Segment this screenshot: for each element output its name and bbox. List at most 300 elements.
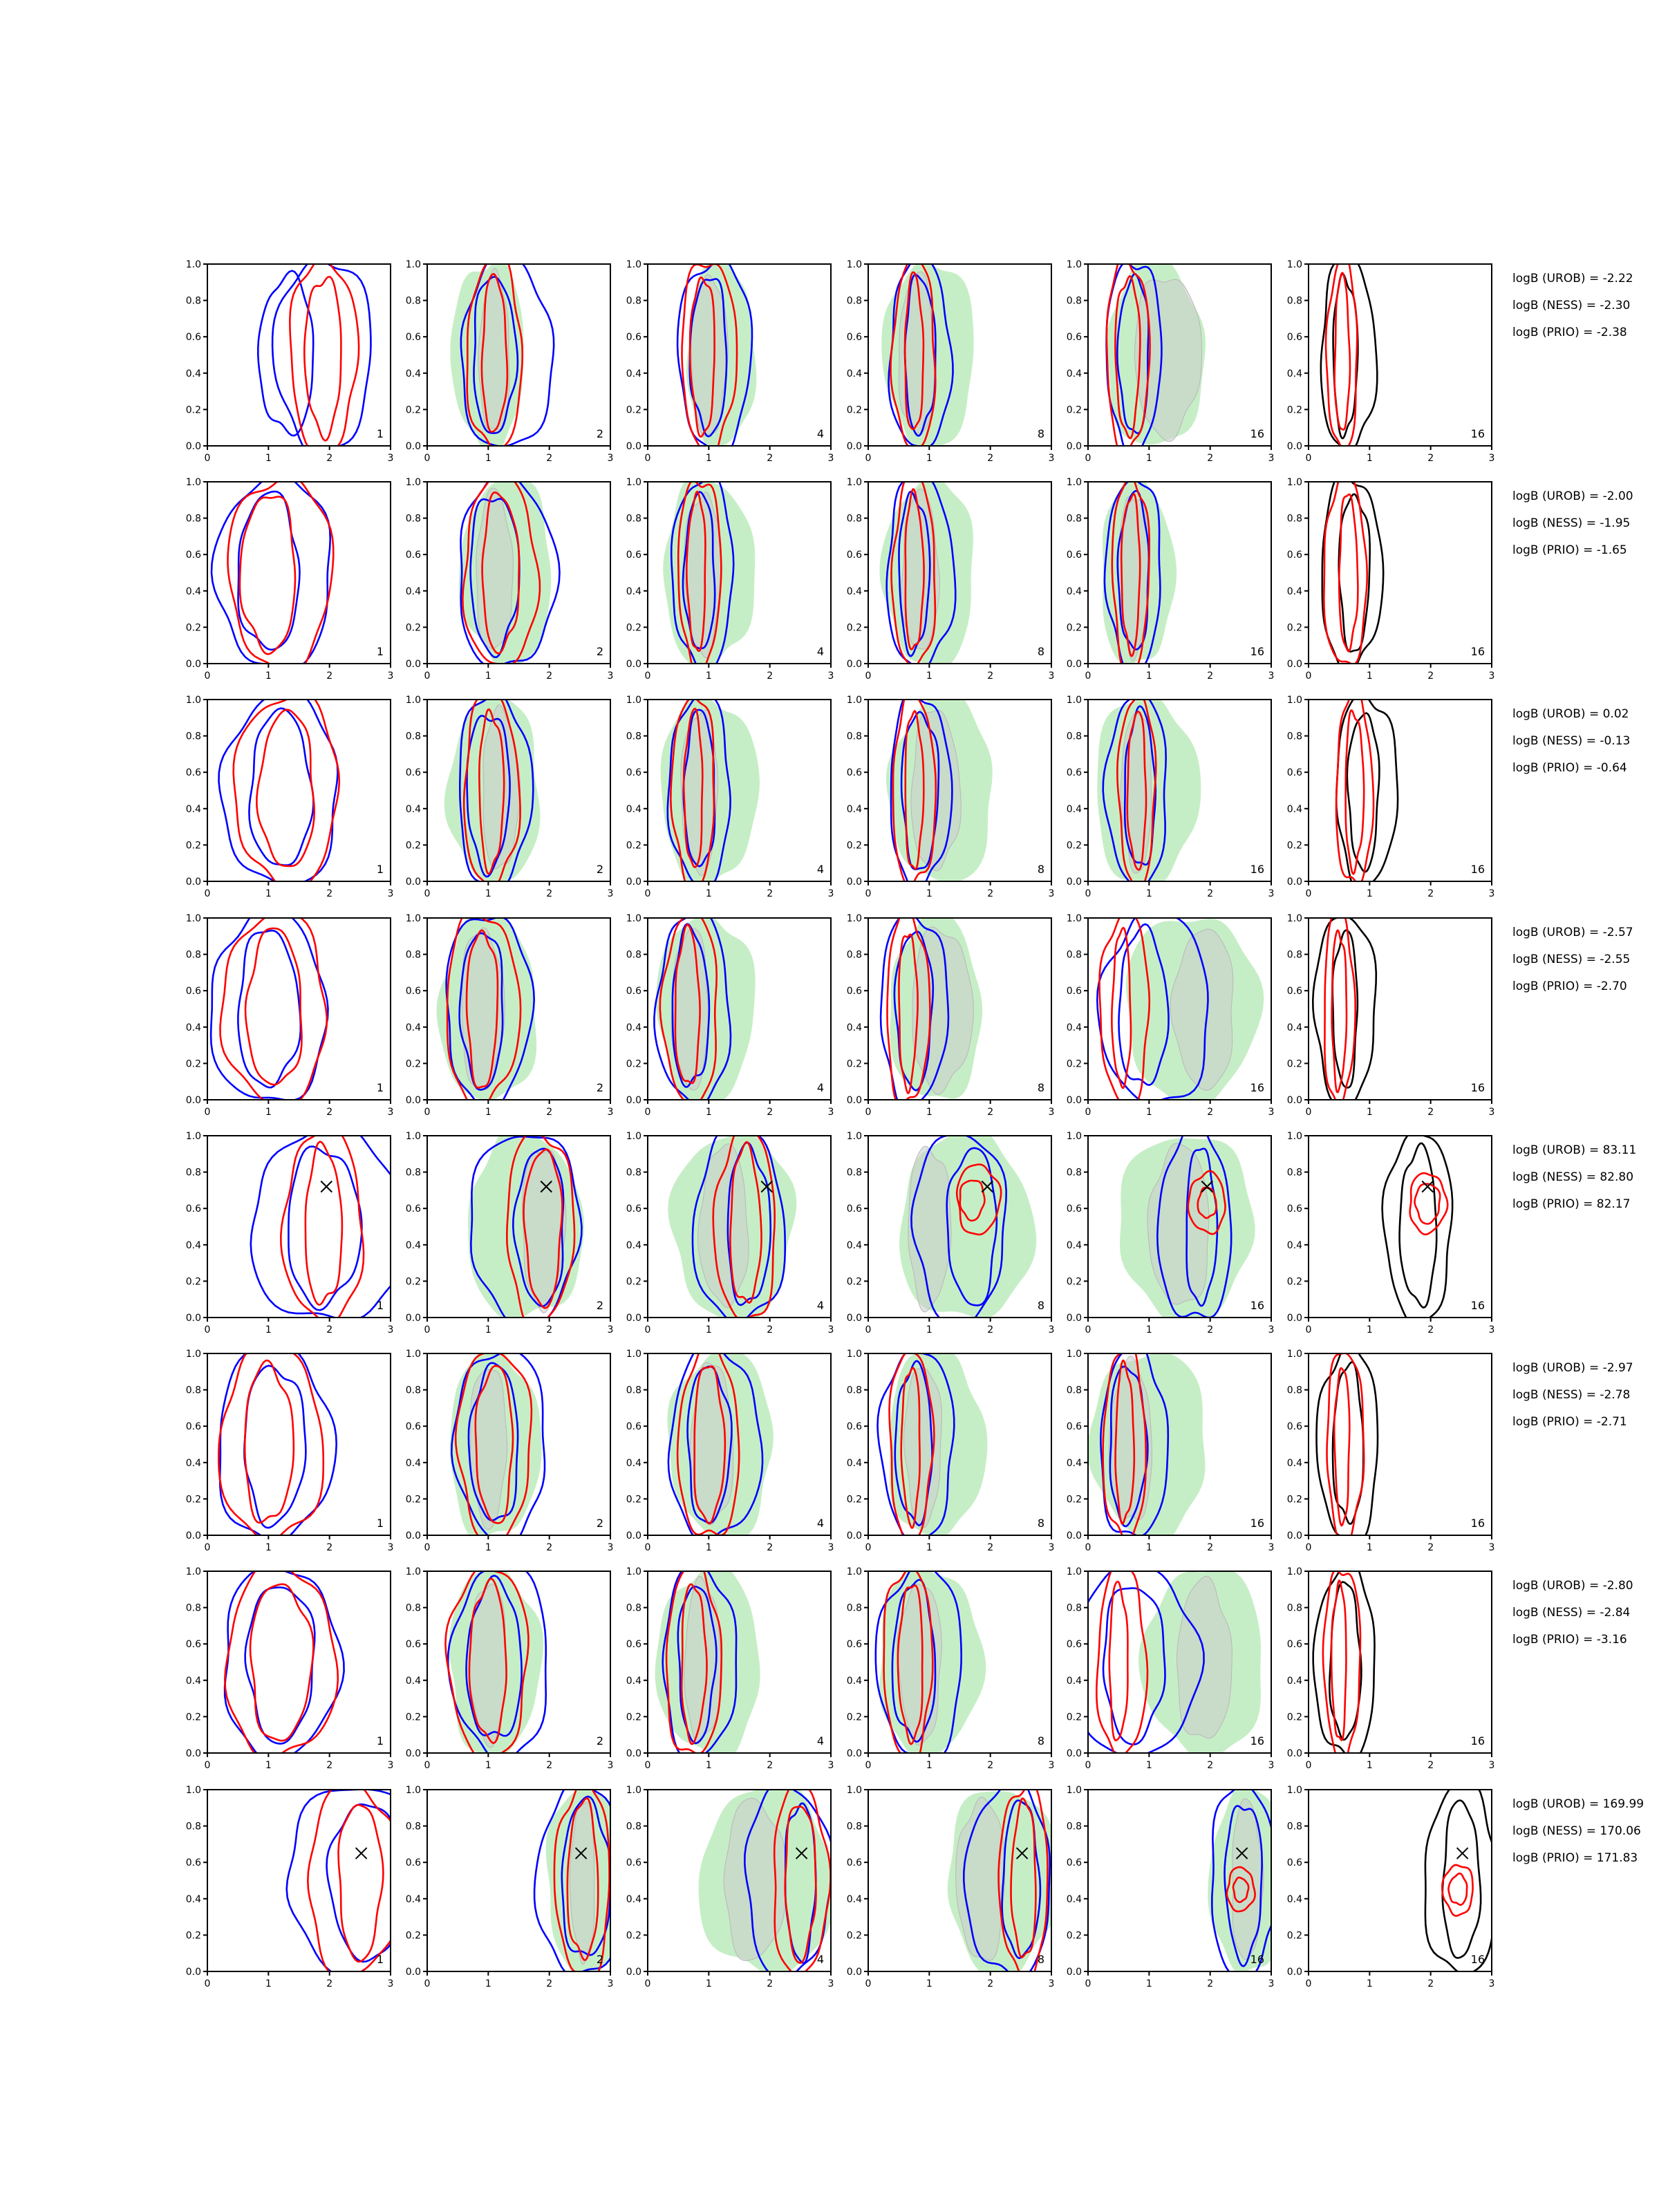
x-tick-label: 2	[546, 1760, 553, 1771]
y-tick-label: 0.4	[626, 1675, 641, 1687]
y-tick-label: 0.4	[1066, 1022, 1082, 1033]
x-tick-label: 3	[387, 1542, 394, 1553]
x-tick-label: 0	[1305, 453, 1312, 464]
panel-number: 8	[1037, 1081, 1044, 1094]
y-tick-label: 0.8	[185, 1385, 201, 1396]
axes-frame	[1309, 1353, 1492, 1535]
y-tick-label: 0.0	[1286, 1967, 1302, 1978]
plot-area	[699, 1781, 834, 1981]
x-tick-label: 2	[767, 671, 774, 682]
x-tick-label: 0	[644, 1978, 651, 1989]
y-tick-label: 1.0	[1286, 1785, 1302, 1796]
y-tick-label: 0.0	[405, 1313, 421, 1324]
plot-area	[219, 690, 339, 893]
y-tick-label: 0.0	[846, 1095, 862, 1106]
y-tick-label: 0.6	[1286, 1421, 1302, 1433]
y-tick-label: 0.6	[626, 1203, 641, 1215]
logb-label: logB (NESS) = -2.78	[1512, 1388, 1631, 1402]
y-tick-label: 1.0	[185, 1349, 201, 1360]
x-tick-label: 1	[926, 671, 932, 682]
plot-area	[1087, 1341, 1206, 1546]
logb-label: logB (UROB) = -2.57	[1512, 926, 1633, 939]
panel-number: 16	[1250, 1081, 1264, 1094]
x-tick-label: 0	[865, 671, 872, 682]
x-tick-label: 1	[1366, 1542, 1373, 1553]
red-contour-2	[290, 258, 359, 452]
y-tick-label: 0.4	[626, 1239, 641, 1251]
y-tick-label: 0.2	[626, 1930, 641, 1942]
x-tick-label: 3	[387, 1978, 394, 1989]
blue-contour-2	[219, 690, 338, 885]
panel-number: 4	[816, 1953, 824, 1966]
y-tick-label: 0.4	[626, 1893, 641, 1905]
plot-area	[445, 1568, 545, 1763]
panel-r5-c4	[847, 1124, 1055, 1335]
x-tick-label: 3	[1488, 453, 1495, 464]
y-tick-label: 0.0	[1286, 877, 1302, 888]
x-tick-label: 3	[607, 671, 614, 682]
y-tick-label: 0.8	[846, 949, 862, 961]
x-tick-label: 0	[644, 1107, 651, 1118]
x-tick-label: 2	[1207, 888, 1214, 899]
y-tick-label: 0.2	[626, 1058, 641, 1070]
y-tick-label: 0.0	[846, 1313, 862, 1324]
y-tick-label: 0.0	[1066, 1095, 1082, 1106]
plot-area	[211, 905, 328, 1107]
x-tick-label: 1	[1145, 1107, 1152, 1118]
y-tick-label: 0.8	[185, 295, 201, 307]
x-tick-label: 1	[926, 1107, 932, 1118]
y-tick-label: 1.0	[846, 695, 862, 706]
x-tick-label: 1	[705, 888, 712, 899]
x-tick-label: 3	[1488, 671, 1495, 682]
y-tick-label: 0.4	[626, 803, 641, 815]
x-tick-label: 0	[1305, 888, 1312, 899]
x-tick-label: 2	[767, 1542, 774, 1553]
x-tick-label: 1	[1145, 1324, 1152, 1335]
y-tick-label: 0.0	[1286, 1095, 1302, 1106]
y-tick-label: 0.6	[185, 1203, 201, 1215]
y-tick-label: 0.2	[1066, 1930, 1082, 1942]
logb-label: logB (PRIO) = -2.70	[1512, 980, 1627, 993]
y-tick-label: 1.0	[1286, 259, 1302, 270]
y-tick-label: 0.2	[1286, 840, 1302, 852]
y-tick-label: 0.0	[846, 1530, 862, 1541]
plot-area	[677, 257, 756, 459]
y-tick-label: 0.0	[1066, 441, 1082, 452]
y-tick-label: 0.4	[1066, 1675, 1082, 1687]
panel-r3-c5	[1067, 695, 1275, 900]
y-tick-label: 0.4	[846, 1022, 862, 1033]
x-tick-label: 2	[1427, 453, 1434, 464]
plot-area	[1321, 254, 1377, 452]
black-contour-2	[1425, 1780, 1499, 1974]
y-tick-label: 0.8	[846, 1602, 862, 1614]
panel-number: 8	[1037, 863, 1044, 876]
x-tick-label: 0	[1305, 1760, 1312, 1771]
x-tick-label: 0	[204, 453, 211, 464]
y-tick-label: 0.2	[405, 404, 421, 416]
y-tick-label: 0.0	[626, 659, 641, 670]
y-tick-label: 0.6	[185, 550, 201, 561]
x-tick-label: 1	[1366, 888, 1373, 899]
y-tick-label: 0.0	[405, 1530, 421, 1541]
x-tick-label: 2	[1427, 1324, 1434, 1335]
blue-contour-2	[287, 1790, 448, 1983]
y-tick-label: 0.8	[626, 1602, 641, 1614]
y-tick-label: 1.0	[1286, 1566, 1302, 1577]
red-contour-2	[225, 1559, 338, 1761]
y-tick-label: 1.0	[1066, 477, 1082, 488]
panel-r2-c5	[1067, 471, 1275, 682]
y-tick-label: 0.0	[1066, 1313, 1082, 1324]
x-tick-label: 0	[204, 1542, 211, 1553]
y-tick-label: 0.2	[185, 622, 201, 634]
plot-area	[1103, 471, 1177, 673]
y-tick-label: 1.0	[185, 259, 201, 270]
y-tick-label: 0.8	[405, 1167, 421, 1179]
x-tick-label: 0	[424, 1760, 431, 1771]
blue-contour-2	[211, 905, 328, 1100]
plot-area	[668, 1126, 796, 1325]
red-contour-2	[234, 693, 339, 893]
x-tick-label: 2	[1207, 1324, 1214, 1335]
plot-area	[661, 693, 760, 892]
x-tick-label: 3	[1488, 888, 1495, 899]
panel-r6-c5	[1067, 1341, 1275, 1553]
panel-r8-c5	[1067, 1781, 1282, 1989]
x-tick-label: 0	[424, 671, 431, 682]
y-tick-label: 0.2	[405, 1712, 421, 1723]
x-tick-label: 2	[546, 1542, 553, 1553]
panel-r5-c3	[626, 1126, 834, 1335]
panel-r4-c6	[1287, 912, 1495, 1118]
x-tick-label: 1	[1145, 671, 1152, 682]
red-contour-1	[245, 928, 302, 1085]
y-tick-label: 1.0	[1286, 1349, 1302, 1360]
y-tick-label: 0.8	[1286, 949, 1302, 961]
y-tick-label: 0.4	[1066, 1893, 1082, 1905]
x-tick-label: 2	[987, 1107, 994, 1118]
x-tick-label: 1	[1145, 453, 1152, 464]
y-tick-label: 0.2	[185, 1058, 201, 1070]
red-contour-1	[1112, 928, 1131, 1088]
logb-label: logB (UROB) = -2.00	[1512, 489, 1633, 503]
red-contour-1	[1449, 1873, 1468, 1905]
logb-label: logB (NESS) = 82.80	[1512, 1170, 1634, 1184]
y-tick-label: 0.4	[1286, 1675, 1302, 1687]
x-tick-label: 0	[1305, 1324, 1312, 1335]
y-tick-label: 1.0	[405, 1785, 421, 1796]
y-tick-label: 0.6	[1286, 1203, 1302, 1215]
y-tick-label: 1.0	[185, 1566, 201, 1577]
panel-r7-c6	[1287, 1558, 1495, 1771]
x-tick-label: 1	[265, 1760, 272, 1771]
x-tick-label: 0	[1085, 1760, 1091, 1771]
x-tick-label: 0	[865, 1760, 872, 1771]
x-tick-label: 2	[1427, 888, 1434, 899]
x-tick-label: 3	[827, 1760, 834, 1771]
panel-number: 16	[1470, 427, 1485, 440]
x-tick-label: 0	[1085, 1324, 1091, 1335]
axes-frame	[207, 1353, 391, 1535]
y-tick-label: 1.0	[1066, 1566, 1082, 1577]
y-tick-label: 1.0	[185, 695, 201, 706]
y-tick-label: 1.0	[405, 695, 421, 706]
y-tick-label: 0.6	[626, 550, 641, 561]
y-tick-label: 0.2	[405, 622, 421, 634]
y-tick-label: 0.6	[626, 1421, 641, 1433]
panel-number: 16	[1470, 1953, 1485, 1966]
axes-frame	[207, 1790, 391, 1971]
x-tick-label: 0	[865, 1324, 872, 1335]
y-tick-label: 0.4	[1286, 803, 1302, 815]
x-tick-label: 2	[1427, 671, 1434, 682]
y-tick-label: 0.4	[1286, 1893, 1302, 1905]
y-tick-label: 1.0	[405, 1566, 421, 1577]
black-contour-1	[1443, 1801, 1481, 1958]
y-tick-label: 1.0	[626, 1785, 641, 1796]
y-tick-label: 0.6	[1066, 1857, 1082, 1869]
panel-r5-c5	[1067, 1120, 1275, 1335]
x-tick-label: 1	[705, 453, 712, 464]
x-tick-label: 2	[767, 1324, 774, 1335]
y-tick-label: 0.6	[626, 1639, 641, 1651]
x-tick-label: 3	[1488, 1978, 1495, 1989]
y-tick-label: 0.6	[1286, 1857, 1302, 1869]
panel-r2-c6	[1287, 469, 1495, 682]
red-contour-2	[221, 912, 327, 1107]
y-tick-label: 0.0	[185, 1530, 201, 1541]
logb-label: logB (NESS) = 170.06	[1512, 1824, 1641, 1838]
y-tick-label: 1.0	[626, 259, 641, 270]
y-tick-label: 0.2	[626, 404, 641, 416]
y-tick-label: 0.4	[405, 1893, 421, 1905]
plot-area	[1322, 469, 1383, 675]
x-tick-label: 2	[987, 671, 994, 682]
x-tick-label: 0	[424, 1978, 431, 1989]
panel-r1-c2	[406, 253, 614, 464]
x-tick-label: 0	[1305, 1542, 1312, 1553]
y-tick-label: 1.0	[846, 1566, 862, 1577]
y-tick-label: 0.8	[1066, 1385, 1082, 1396]
x-tick-label: 1	[485, 1760, 491, 1771]
x-tick-label: 3	[607, 1107, 614, 1118]
y-tick-label: 0.6	[846, 1421, 862, 1433]
y-tick-label: 1.0	[626, 1131, 641, 1142]
y-tick-label: 1.0	[1066, 1349, 1082, 1360]
panel-r2-c3	[626, 476, 834, 682]
y-tick-label: 1.0	[185, 913, 201, 924]
y-tick-label: 0.0	[1286, 441, 1302, 452]
panel-number: 4	[816, 863, 824, 876]
x-tick-label: 2	[1427, 1542, 1434, 1553]
y-tick-label: 0.8	[405, 1602, 421, 1614]
y-tick-label: 1.0	[1066, 1785, 1082, 1796]
plot-area	[878, 1350, 988, 1544]
y-tick-label: 1.0	[846, 1349, 862, 1360]
y-tick-label: 0.0	[1066, 877, 1082, 888]
panel-number: 1	[376, 1081, 384, 1094]
y-tick-label: 0.6	[405, 1421, 421, 1433]
panel-number: 1	[376, 1953, 384, 1966]
red-contour-1	[245, 1360, 294, 1523]
plot-area	[287, 1781, 448, 1983]
y-tick-label: 0.2	[1286, 1494, 1302, 1506]
y-tick-label: 0.2	[405, 1494, 421, 1506]
x-tick-label: 0	[1305, 1107, 1312, 1118]
x-tick-label: 3	[607, 1760, 614, 1771]
panel-r7-c2	[406, 1566, 614, 1771]
panel-number: 1	[376, 645, 384, 658]
y-tick-label: 0.2	[185, 404, 201, 416]
blue-contour-1	[288, 1147, 362, 1311]
y-tick-label: 0.0	[626, 441, 641, 452]
plot-area	[444, 693, 541, 888]
panel-r3-c2	[406, 693, 614, 899]
panel-r1-c4	[847, 254, 1055, 464]
y-tick-label: 0.8	[846, 1385, 862, 1396]
x-tick-label: 3	[387, 453, 394, 464]
x-tick-label: 0	[1085, 1978, 1091, 1989]
panel-number: 2	[596, 863, 603, 876]
x-tick-label: 3	[1488, 1760, 1495, 1771]
y-tick-label: 0.0	[405, 1967, 421, 1978]
y-tick-label: 0.4	[185, 1893, 201, 1905]
y-tick-label: 0.8	[1286, 513, 1302, 525]
y-tick-label: 0.0	[626, 877, 641, 888]
y-tick-label: 0.6	[846, 550, 862, 561]
x-tick-label: 1	[926, 888, 932, 899]
y-tick-label: 0.8	[1066, 731, 1082, 742]
x-tick-label: 3	[1268, 1978, 1275, 1989]
panel-r8-c4	[847, 1777, 1059, 1989]
y-tick-label: 0.0	[185, 1748, 201, 1759]
x-tick-label: 2	[326, 453, 333, 464]
y-tick-label: 0.4	[846, 1239, 862, 1251]
y-tick-label: 1.0	[405, 477, 421, 488]
plot-area	[1097, 695, 1201, 891]
blue-contour-2	[272, 259, 371, 456]
x-tick-label: 2	[1427, 1760, 1434, 1771]
y-tick-label: 0.8	[1066, 513, 1082, 525]
panel-number: 8	[1037, 1299, 1044, 1312]
panel-r5-c6	[1287, 1131, 1495, 1335]
y-tick-label: 0.4	[1066, 1239, 1082, 1251]
plot-area	[251, 1123, 413, 1324]
y-tick-label: 0.4	[626, 1022, 641, 1033]
x-tick-label: 1	[265, 1107, 272, 1118]
panel-r3-c1	[186, 690, 394, 899]
logb-label: logB (PRIO) = 82.17	[1512, 1197, 1631, 1211]
y-tick-label: 0.8	[1066, 1602, 1082, 1614]
x-tick-label: 0	[424, 453, 431, 464]
plot-area	[218, 1346, 336, 1542]
y-tick-label: 0.2	[1286, 622, 1302, 634]
black-contour-2	[1382, 1133, 1453, 1327]
plot-area	[879, 474, 973, 670]
y-tick-label: 1.0	[626, 477, 641, 488]
panel-number: 16	[1470, 863, 1485, 876]
blue-contour-2	[212, 473, 330, 669]
x-tick-label: 1	[1366, 453, 1373, 464]
x-tick-label: 0	[865, 453, 872, 464]
x-tick-label: 3	[1048, 1760, 1055, 1771]
panel-number: 2	[596, 1081, 603, 1094]
logb-label: logB (UROB) = 169.99	[1512, 1797, 1644, 1811]
y-tick-label: 0.4	[1066, 803, 1082, 815]
panel-number: 8	[1037, 427, 1044, 440]
plot-area	[655, 1559, 760, 1761]
truth-marker	[1457, 1848, 1468, 1859]
y-tick-label: 0.2	[1066, 1494, 1082, 1506]
x-tick-label: 3	[1048, 453, 1055, 464]
y-tick-label: 0.6	[185, 332, 201, 344]
y-tick-label: 0.4	[626, 368, 641, 379]
panel-r4-c1	[186, 905, 394, 1118]
x-tick-label: 3	[1268, 1324, 1275, 1335]
y-tick-label: 0.8	[185, 1167, 201, 1179]
y-tick-label: 0.0	[405, 441, 421, 452]
x-tick-label: 0	[865, 888, 872, 899]
y-tick-label: 0.0	[185, 1967, 201, 1978]
panel-number: 1	[376, 1734, 384, 1747]
panel-r2-c2	[406, 469, 614, 682]
y-tick-label: 0.2	[185, 840, 201, 852]
y-tick-label: 0.6	[405, 550, 421, 561]
x-tick-label: 1	[485, 671, 491, 682]
y-tick-label: 0.4	[1286, 1022, 1302, 1033]
y-tick-label: 0.2	[846, 404, 862, 416]
panel-number: 2	[596, 1734, 603, 1747]
logb-label: logB (NESS) = -2.30	[1512, 299, 1631, 312]
x-tick-label: 0	[1085, 1107, 1091, 1118]
x-tick-label: 2	[1207, 1107, 1214, 1118]
y-tick-label: 0.8	[1286, 295, 1302, 307]
x-tick-label: 2	[546, 1107, 553, 1118]
y-tick-label: 0.6	[626, 767, 641, 779]
x-tick-label: 0	[644, 1324, 651, 1335]
y-tick-label: 0.2	[1066, 404, 1082, 416]
x-tick-label: 2	[1427, 1107, 1434, 1118]
y-tick-label: 0.6	[405, 1857, 421, 1869]
red-contour-2	[308, 1781, 400, 1977]
panel-r6-c2	[406, 1343, 614, 1553]
panel-r7-c4	[847, 1562, 1055, 1771]
x-tick-label: 1	[926, 1760, 932, 1771]
x-tick-label: 1	[265, 1542, 272, 1553]
red-contour-1	[304, 277, 341, 441]
y-tick-label: 0.2	[1066, 1276, 1082, 1288]
logb-label: logB (PRIO) = -3.16	[1512, 1633, 1627, 1647]
panel-r1-c3	[626, 257, 834, 464]
y-tick-label: 0.6	[185, 986, 201, 997]
red-contour-2	[1326, 254, 1357, 450]
x-tick-label: 1	[1366, 1324, 1373, 1335]
y-tick-label: 0.2	[626, 840, 641, 852]
y-tick-label: 0.6	[1066, 332, 1082, 344]
y-tick-label: 0.8	[185, 1602, 201, 1614]
y-tick-label: 0.2	[846, 1930, 862, 1942]
panel-r4-c2	[406, 910, 614, 1118]
plot-area	[1425, 1780, 1499, 1974]
y-tick-label: 0.8	[626, 1385, 641, 1396]
x-tick-label: 2	[546, 453, 553, 464]
x-tick-label: 2	[987, 1978, 994, 1989]
x-tick-label: 0	[644, 453, 651, 464]
y-tick-label: 0.4	[405, 1457, 421, 1469]
x-tick-label: 3	[607, 1324, 614, 1335]
